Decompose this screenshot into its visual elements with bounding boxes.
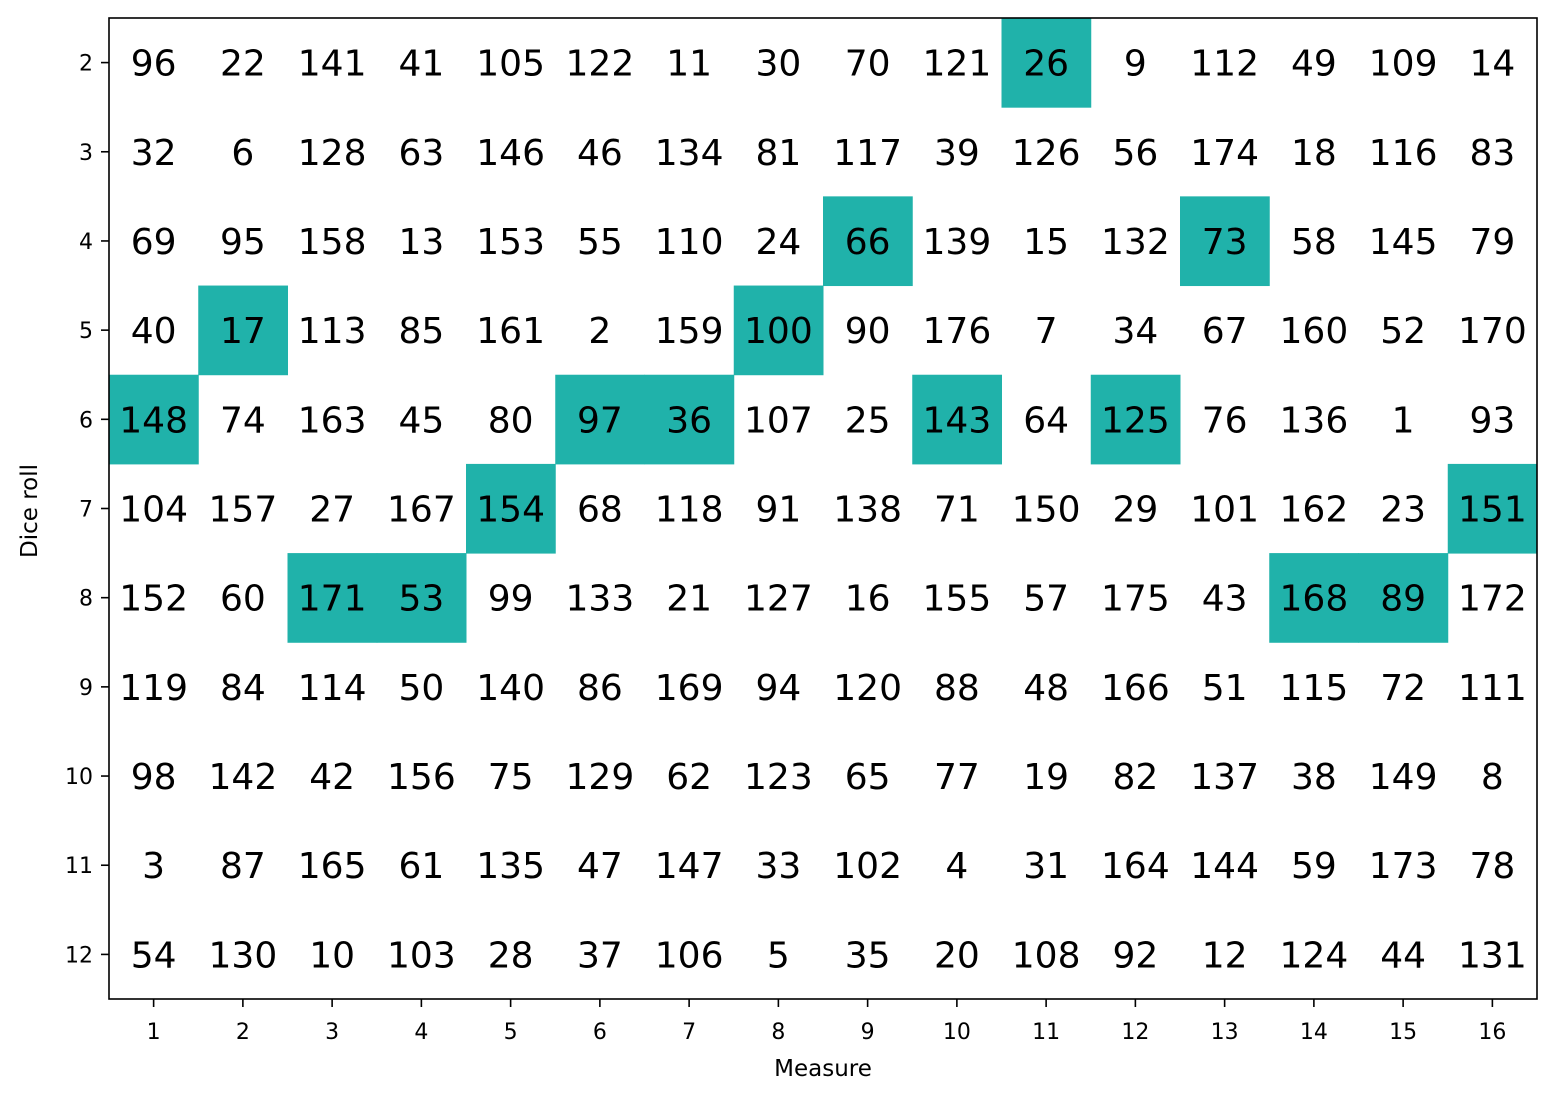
- cell-label: 153: [476, 221, 545, 263]
- cell-label: 162: [1279, 489, 1349, 531]
- cell-label: 33: [755, 846, 802, 888]
- cell-label: 130: [208, 935, 278, 977]
- cell-label: 29: [1112, 489, 1159, 531]
- cell-label: 124: [1279, 935, 1349, 977]
- cell-label: 74: [219, 400, 266, 442]
- cell-label: 139: [922, 221, 992, 263]
- x-tick-label: 15: [1389, 1020, 1418, 1045]
- y-tick-label: 4: [79, 229, 93, 255]
- cell-label: 103: [387, 935, 456, 977]
- x-tick-label: 3: [325, 1020, 340, 1045]
- cell-label: 9: [1123, 43, 1147, 85]
- cell-label: 165: [297, 846, 367, 888]
- cell-label: 151: [1458, 489, 1527, 531]
- cell-label: 23: [1380, 489, 1427, 531]
- cell-label: 170: [1458, 311, 1527, 353]
- cell-label: 158: [297, 221, 367, 263]
- cell-label: 25: [844, 400, 891, 442]
- cell-label: 135: [476, 846, 545, 888]
- cell-label: 119: [119, 667, 188, 709]
- cell-label: 32: [130, 132, 177, 174]
- y-tick-label: 2: [79, 51, 93, 77]
- cell-label: 142: [208, 757, 278, 799]
- cell-label: 111: [1458, 667, 1527, 709]
- y-axis-label: Dice roll: [17, 463, 43, 559]
- cell-label: 15: [1023, 221, 1070, 263]
- cell-label: 53: [398, 578, 445, 620]
- y-tick-label: 7: [79, 497, 93, 523]
- cell-label: 105: [476, 43, 545, 85]
- cell-label: 104: [119, 489, 188, 531]
- cell-label: 173: [1368, 846, 1438, 888]
- cell-label: 101: [1190, 489, 1259, 531]
- cell-label: 31: [1023, 846, 1070, 888]
- x-tick-label: 12: [1121, 1020, 1150, 1045]
- cell-label: 89: [1380, 578, 1427, 620]
- cell-label: 159: [654, 311, 724, 353]
- cell-label: 152: [119, 578, 188, 620]
- cell-label: 171: [297, 578, 367, 620]
- cell-label: 65: [844, 757, 891, 799]
- cell-label: 99: [487, 578, 534, 620]
- cell-label: 20: [933, 935, 980, 977]
- cell-label: 154: [476, 489, 545, 531]
- cell-label: 114: [297, 667, 367, 709]
- cell-label: 94: [755, 667, 802, 709]
- cell-label: 22: [219, 43, 266, 85]
- cell-label: 78: [1469, 846, 1516, 888]
- cell-label: 26: [1023, 43, 1070, 85]
- cell-label: 57: [1023, 578, 1070, 620]
- cell-label: 8: [1480, 757, 1504, 799]
- cell-label: 3: [142, 846, 166, 888]
- cell-label: 122: [565, 43, 635, 85]
- cell-label: 176: [922, 311, 992, 353]
- cell-label: 115: [1279, 667, 1349, 709]
- cell-label: 11: [666, 43, 713, 85]
- y-tick-label: 3: [79, 140, 93, 166]
- x-tick-label: 8: [771, 1020, 786, 1045]
- cell-label: 86: [576, 667, 623, 709]
- cell-label: 157: [208, 489, 278, 531]
- cell-label: 72: [1380, 667, 1427, 709]
- cell-label: 128: [297, 132, 367, 174]
- y-tick-label: 6: [79, 408, 93, 434]
- cell-label: 84: [219, 667, 266, 709]
- cell-label: 55: [576, 221, 623, 263]
- cell-label: 155: [922, 578, 992, 620]
- cell-label: 166: [1101, 667, 1170, 709]
- cell-label: 42: [309, 757, 356, 799]
- cell-label: 5: [766, 935, 790, 977]
- cell-label: 83: [1469, 132, 1516, 174]
- cell-label: 110: [654, 221, 724, 263]
- cell-label: 49: [1290, 43, 1337, 85]
- y-tick-label: 10: [65, 765, 93, 791]
- cell-label: 87: [219, 846, 266, 888]
- cell-label: 136: [1279, 400, 1349, 442]
- cell-label: 52: [1380, 311, 1427, 353]
- cell-label: 120: [833, 667, 902, 709]
- cell-label: 81: [755, 132, 802, 174]
- x-tick-label: 5: [503, 1020, 518, 1045]
- cell-label: 91: [755, 489, 802, 531]
- cell-label: 82: [1112, 757, 1159, 799]
- x-tick-label: 9: [860, 1020, 875, 1045]
- cell-label: 18: [1290, 132, 1337, 174]
- cell-label: 117: [833, 132, 902, 174]
- cell-label: 108: [1011, 935, 1081, 977]
- cell-label: 126: [1011, 132, 1081, 174]
- cell-label: 27: [309, 489, 356, 531]
- cell-label: 12: [1201, 935, 1248, 977]
- cell-label: 147: [654, 846, 724, 888]
- cell-label: 6: [231, 132, 255, 174]
- cell-label: 13: [398, 221, 445, 263]
- cell-label: 118: [654, 489, 724, 531]
- cell-label: 35: [844, 935, 891, 977]
- cell-label: 107: [744, 400, 813, 442]
- cell-label: 24: [755, 221, 802, 263]
- cell-label: 43: [1201, 578, 1248, 620]
- cell-label: 88: [933, 667, 980, 709]
- cell-label: 4: [945, 846, 969, 888]
- cell-label: 138: [833, 489, 902, 531]
- x-tick-label: 11: [1032, 1020, 1061, 1045]
- cell-label: 75: [487, 757, 534, 799]
- cell-label: 95: [219, 221, 266, 263]
- cell-label: 97: [576, 400, 623, 442]
- cell-label: 134: [654, 132, 724, 174]
- cell-label: 50: [398, 667, 445, 709]
- cell-label: 77: [933, 757, 980, 799]
- cell-label: 140: [476, 667, 545, 709]
- cell-label: 73: [1201, 221, 1248, 263]
- cell-label: 121: [922, 43, 992, 85]
- cell-label: 56: [1112, 132, 1159, 174]
- cell-label: 30: [755, 43, 802, 85]
- cell-label: 98: [130, 757, 177, 799]
- cell-label: 79: [1469, 221, 1516, 263]
- cell-label: 64: [1023, 400, 1070, 442]
- cell-label: 106: [654, 935, 724, 977]
- cell-label: 14: [1469, 43, 1516, 85]
- cell-label: 40: [130, 311, 177, 353]
- cell-label: 168: [1279, 578, 1349, 620]
- cell-label: 54: [130, 935, 177, 977]
- y-tick-label: 12: [65, 943, 93, 969]
- cell-label: 45: [398, 400, 445, 442]
- cell-label: 37: [576, 935, 623, 977]
- cell-label: 160: [1279, 311, 1349, 353]
- x-tick-label: 1: [146, 1020, 161, 1045]
- cell-label: 161: [476, 311, 545, 353]
- cell-label: 172: [1458, 578, 1527, 620]
- y-tick-label: 9: [79, 675, 93, 701]
- cell-label: 129: [565, 757, 635, 799]
- cell-label: 96: [130, 43, 177, 85]
- cell-label: 2: [588, 311, 612, 353]
- cell-label: 123: [744, 757, 813, 799]
- cell-label: 10: [309, 935, 356, 977]
- cell-label: 62: [666, 757, 713, 799]
- cell-label: 164: [1101, 846, 1170, 888]
- cell-label: 163: [297, 400, 367, 442]
- cell-label: 90: [844, 311, 891, 353]
- cell-label: 66: [844, 221, 891, 263]
- cell-label: 174: [1190, 132, 1259, 174]
- cell-label: 93: [1469, 400, 1516, 442]
- x-tick-label: 6: [592, 1020, 607, 1045]
- cell-label: 7: [1034, 311, 1058, 353]
- cell-label: 137: [1190, 757, 1259, 799]
- cell-label: 116: [1368, 132, 1438, 174]
- tick-layer: [65, 52, 1506, 1045]
- x-axis-label: Measure: [774, 1056, 872, 1082]
- cell-label: 36: [666, 400, 713, 442]
- x-tick-label: 7: [682, 1020, 697, 1045]
- cell-label: 68: [576, 489, 623, 531]
- cell-label: 125: [1101, 400, 1170, 442]
- cell-label: 150: [1011, 489, 1081, 531]
- cell-label: 41: [398, 43, 445, 85]
- cell-label: 92: [1112, 935, 1159, 977]
- cell-label: 1: [1391, 400, 1415, 442]
- x-tick-label: 16: [1478, 1020, 1507, 1045]
- y-tick-label: 11: [65, 854, 93, 880]
- cell-label: 113: [297, 311, 367, 353]
- cell-label: 47: [576, 846, 623, 888]
- cell-label: 80: [487, 400, 534, 442]
- cell-label: 71: [933, 489, 980, 531]
- cell-label: 48: [1023, 667, 1070, 709]
- cell-label: 112: [1190, 43, 1259, 85]
- cell-label-layer: [119, 44, 1526, 977]
- cell-label: 17: [219, 311, 266, 353]
- cell-label: 19: [1023, 757, 1070, 799]
- cell-label: 143: [922, 400, 992, 442]
- cell-label: 85: [398, 311, 445, 353]
- cell-label: 59: [1290, 846, 1337, 888]
- cell-label: 28: [487, 935, 534, 977]
- cell-label: 51: [1201, 667, 1248, 709]
- cell-label: 102: [833, 846, 902, 888]
- cell-label: 16: [844, 578, 891, 620]
- cell-label: 167: [387, 489, 456, 531]
- cell-label: 76: [1201, 400, 1248, 442]
- cell-label: 100: [744, 311, 813, 353]
- cell-label: 44: [1380, 935, 1427, 977]
- x-tick-label: 13: [1210, 1020, 1239, 1045]
- cell-label: 46: [576, 132, 623, 174]
- cell-label: 61: [398, 846, 445, 888]
- cell-label: 132: [1101, 221, 1170, 263]
- y-tick-label: 5: [79, 319, 93, 345]
- x-tick-label: 10: [942, 1020, 971, 1045]
- y-tick-label: 8: [79, 586, 93, 612]
- cell-label: 60: [219, 578, 266, 620]
- cell-label: 69: [130, 221, 177, 263]
- cell-label: 21: [666, 578, 713, 620]
- x-tick-label: 14: [1299, 1020, 1328, 1045]
- cell-label: 169: [654, 667, 724, 709]
- x-tick-label: 2: [235, 1020, 250, 1045]
- cell-label: 141: [297, 43, 367, 85]
- cell-label: 39: [933, 132, 980, 174]
- cell-label: 58: [1290, 221, 1337, 263]
- cell-label: 156: [387, 757, 456, 799]
- cell-label: 144: [1190, 846, 1259, 888]
- cell-label: 149: [1368, 757, 1438, 799]
- cell-label: 38: [1290, 757, 1337, 799]
- cell-label: 145: [1368, 221, 1438, 263]
- cell-label: 146: [476, 132, 545, 174]
- cell-label: 131: [1458, 935, 1527, 977]
- cell-label: 148: [119, 400, 188, 442]
- cell-label: 63: [398, 132, 445, 174]
- cell-label: 34: [1112, 311, 1159, 353]
- cell-label: 127: [744, 578, 813, 620]
- cell-label: 133: [565, 578, 635, 620]
- x-tick-label: 4: [414, 1020, 429, 1045]
- cell-label: 67: [1201, 311, 1248, 353]
- cell-label: 109: [1368, 43, 1438, 85]
- cell-label: 70: [844, 43, 891, 85]
- cell-label: 175: [1101, 578, 1170, 620]
